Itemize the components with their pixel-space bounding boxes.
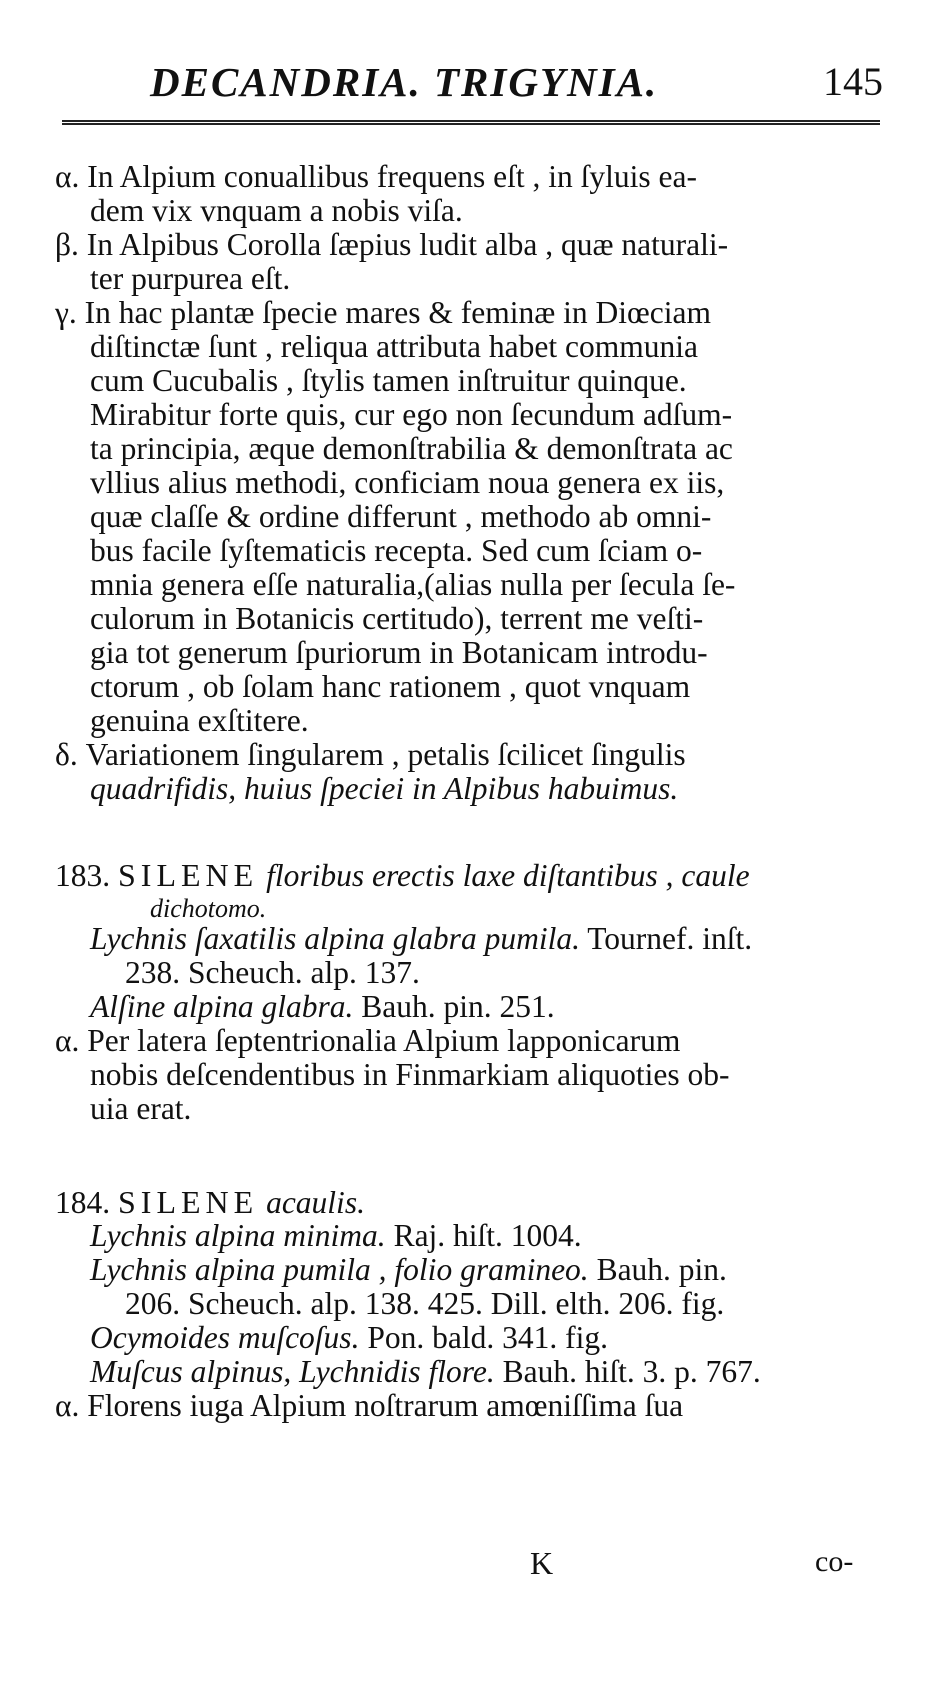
entry-184-heading [55,1185,365,1220]
synonym-line-cont: 206. Scheuch. alp. 138. 425. Dill. elth. 206. fig. [125,1286,725,1321]
synonym-line: Alſine alpina glabra. Bauh. pin. 251. [90,989,555,1024]
text-line: bus facile ſyſtematicis recepta. Sed cum ſciam o- [90,533,703,568]
page-number: 145 [823,59,883,104]
text-line: diſtinctæ ſunt , reliqua attributa habet communia [90,329,698,364]
page-footer [0,1545,933,1585]
text-line: cum Cucubalis , ſtylis tamen inſtruitur quinque. [90,363,687,398]
species-diagnosis: acaulis. [266,1185,365,1220]
text-line: δ. Variationem ſingularem , petalis ſcilicet ſingulis [55,737,686,772]
genus-name: SILENE [118,857,259,893]
text-line: genuina exſtitere. [90,703,309,738]
synonym-line: Lychnis alpina minima. Raj. hiſt. 1004. [90,1218,582,1253]
catchword: co- [815,1545,854,1578]
text-line: quadrifidis, huius ſpeciei in Alpibus habuimus. [90,771,679,806]
synonym-line: Lychnis ſaxatilis alpina glabra pumila. Tournef. inſt. [90,921,753,956]
text-line: ctorum , ob ſolam hanc rationem , quot vnquam [90,669,691,704]
text-line: quæ claſſe & ordine differunt , methodo ab omni- [90,499,712,534]
species-number: 183. [55,858,111,893]
text-line: mnia genera eſſe naturalia,(alias nulla per ſecula ſe- [90,567,736,602]
synonym-line-cont: 238. Scheuch. alp. 137. [125,955,420,990]
synonym-line: Muſcus alpinus, Lychnidis flore. Bauh. hiſt. 3. p. 767. [90,1354,761,1389]
synonym-line: Ocymoides muſcoſus. Pon. bald. 341. fig. [90,1320,608,1355]
text-line: culorum in Botanicis certitudo), terrent me veſti- [90,601,704,636]
observation-line: α. Per latera ſeptentrionalia Alpium lapponicarum [55,1023,681,1058]
species-diagnosis: floribus erectis laxe diſtantibus , caule [266,858,750,893]
header-rule [62,120,880,125]
text-line: vllius alius methodi, conficiam noua genera ex iis, [90,465,725,500]
text-line: Mirabitur forte quis, cur ego non ſecundum adſum- [90,397,733,432]
observation-line-cont: uia erat. [90,1091,192,1126]
species-diagnosis-cont: dichotomo. [150,894,267,923]
page-header [150,58,893,108]
text-line: gia tot generum ſpuriorum in Botanicam introdu- [90,635,708,670]
genus-name: SILENE [118,1184,259,1220]
signature-mark: K [530,1545,554,1581]
text-line: ta principia, æque demonſtrabilia & demonſtrata ac [90,431,733,466]
text-line: β. In Alpibus Corolla ſæpius ludit alba , quæ naturali- [55,227,729,262]
observation-line-cont: nobis deſcendentibus in Finmarkiam aliquoties ob- [90,1057,730,1092]
species-number: 184. [55,1185,111,1220]
running-title: DECANDRIA. TRIGYNIA. [150,59,659,105]
observation-line: α. Florens iuga Alpium noſtrarum amœniſſima ſua [55,1388,684,1423]
entry-183-heading [55,858,750,893]
text-line: γ. In hac plantæ ſpecie mares & feminæ in Diœciam [55,295,711,330]
text-line: α. In Alpium conuallibus frequens eſt , in ſyluis ea- [55,159,698,194]
text-line: dem vix vnquam a nobis viſa. [90,193,463,228]
synonym-line: Lychnis alpina pumila , folio gramineo. Bauh. pin. [90,1252,727,1287]
text-line: ter purpurea eſt. [90,261,291,296]
